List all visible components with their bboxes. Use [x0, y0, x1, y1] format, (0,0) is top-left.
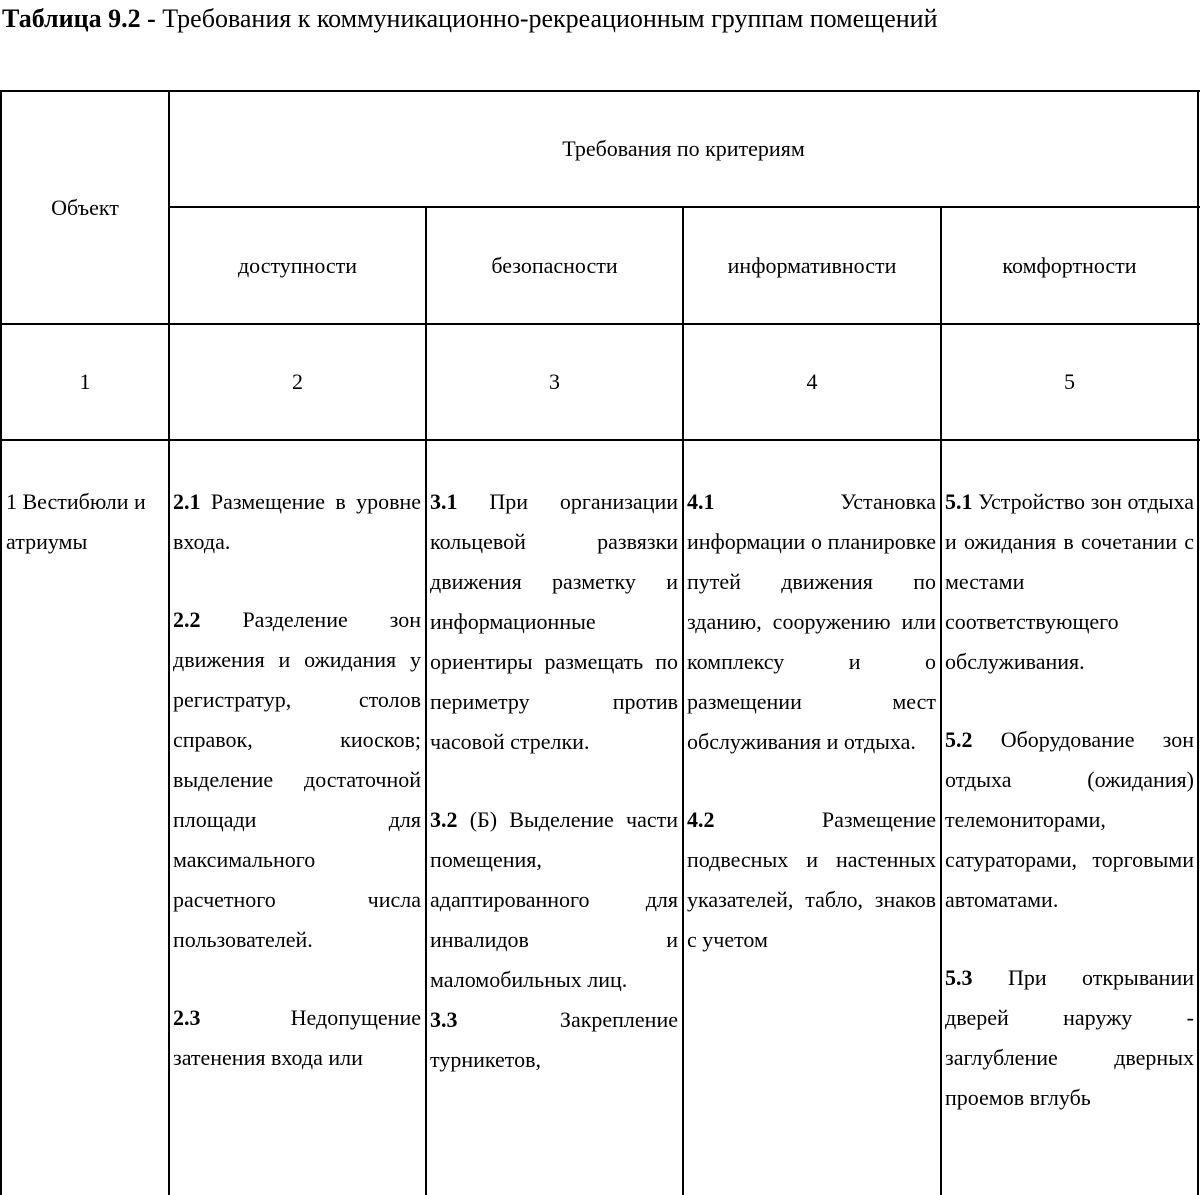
req-2-2: 2.2 Разделение зон движения и ожидания у регистратур, столов справок, киосков; выделение достаточной площади для максимального расчетного числа пользователей. [173, 607, 422, 952]
caption-dash: - [140, 4, 163, 33]
header-comfort: комфортности [1002, 252, 1137, 278]
req-5-1: 5.1 Устройство зон отдыха и ожидания в сочетании с местами соответствующего обслуживания. [945, 489, 1195, 674]
req-2-1: 2.1 Размещение в уровне входа. [173, 489, 421, 554]
req-4-1: 4.1 Установка информации о планировке путей движения по зданию, сооружению или комплексу и о размещении мест обслуживания и отдыха. [687, 489, 936, 754]
header-criteria: Требования по критериям [562, 136, 805, 161]
caption-title: Требования к коммуникационно-рекреационным группам помещений [162, 4, 938, 33]
cell-accessibility [173, 482, 421, 1078]
req-3-1: 3.1 При организации кольцевой развязки движения разметку и информационные ориентиры размещать по периметру против часовой стрелки. [430, 489, 678, 754]
header-informativeness: информативности [727, 252, 897, 278]
req-3-2: 3.2 (Б) Выделение части помещения, адаптированного для инвалидов и маломобильных лиц. [430, 807, 679, 992]
req-4-2: 4.2 Размещение подвесных и настенных указателей, табло, знаков с учетом [687, 807, 936, 952]
col-number-1: 1 [79, 369, 91, 394]
cell-informativeness [687, 482, 936, 960]
req-3-3: 3.3 Закрепление турникетов, [430, 1007, 678, 1072]
divider-numbers [0, 439, 1200, 441]
row-object-vestibules: 1 Вестибюли и атриумы [6, 489, 146, 554]
req-2-3: 2.3 Недопущение затенения входа или [173, 1005, 421, 1070]
req-5-2: 5.2 Оборудование зон отдыха (ожидания) телемониторами, сатураторами, торговыми автоматами. [945, 727, 1195, 912]
col-number-2: 2 [292, 369, 303, 394]
col-number-4: 4 [806, 369, 818, 394]
req-5-3: 5.3 При открывании дверей наружу - заглубление дверных проемов вглубь [945, 965, 1195, 1110]
cell-safety [430, 482, 678, 1080]
caption-number: Таблица 9.2 [2, 4, 141, 33]
header-safety: безопасности [491, 252, 618, 278]
header-object: Объект [51, 194, 119, 220]
col-number-5: 5 [1064, 369, 1075, 394]
col-number-3: 3 [549, 369, 560, 394]
cell-comfort [945, 482, 1194, 1118]
border-right [1197, 90, 1199, 1195]
header-accessibility: доступности [237, 252, 358, 278]
